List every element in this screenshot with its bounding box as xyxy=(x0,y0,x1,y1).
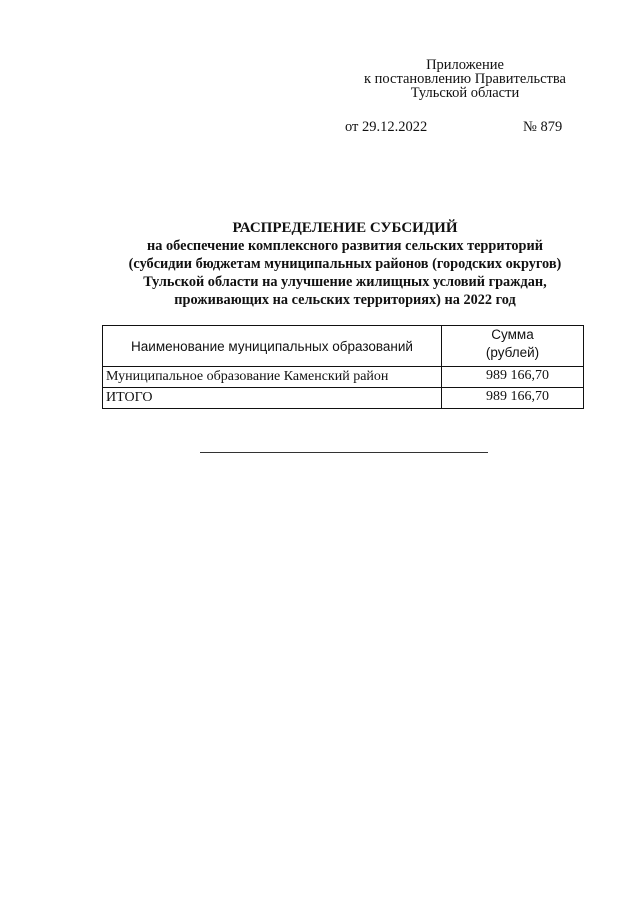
title-line-2: на обеспечение комплексного развития сельских территорий xyxy=(147,238,543,254)
column-header-name: Наименование муниципальных образований xyxy=(103,326,442,367)
row-value: 989 166,70 xyxy=(442,367,584,388)
title-main: РАСПРЕДЕЛЕНИЕ СУБСИДИЙ xyxy=(232,220,458,236)
table-row xyxy=(103,367,584,388)
document-title xyxy=(90,219,600,309)
table-row-total xyxy=(103,388,584,409)
column-header-sum-label: Сумма xyxy=(491,327,534,342)
title-line-5: проживающих на сельских территориях) на 2022 год xyxy=(174,292,516,308)
appendix-label: Приложение xyxy=(426,57,504,73)
appendix-header xyxy=(330,58,600,100)
appendix-reference: к постановлению Правительства xyxy=(364,71,566,87)
title-line-4: Тульской области на улучшение жилищных условий граждан, xyxy=(143,274,547,290)
document-date: от 29.12.2022 xyxy=(345,119,428,135)
column-header-sum-unit: (рублей) xyxy=(485,345,540,360)
end-divider xyxy=(200,452,488,453)
column-header-sum xyxy=(442,326,584,367)
title-line-3: (субсидии бюджетам муниципальных районов (городских округов) xyxy=(128,256,562,272)
total-value: 989 166,70 xyxy=(442,388,584,409)
table-header-row xyxy=(103,326,584,367)
document-number: № 879 xyxy=(523,119,563,135)
appendix-region: Тульской области xyxy=(410,85,520,101)
total-label: ИТОГО xyxy=(103,388,442,409)
row-name: Муниципальное образование Каменский район xyxy=(103,367,442,388)
subsidy-table xyxy=(102,325,584,409)
